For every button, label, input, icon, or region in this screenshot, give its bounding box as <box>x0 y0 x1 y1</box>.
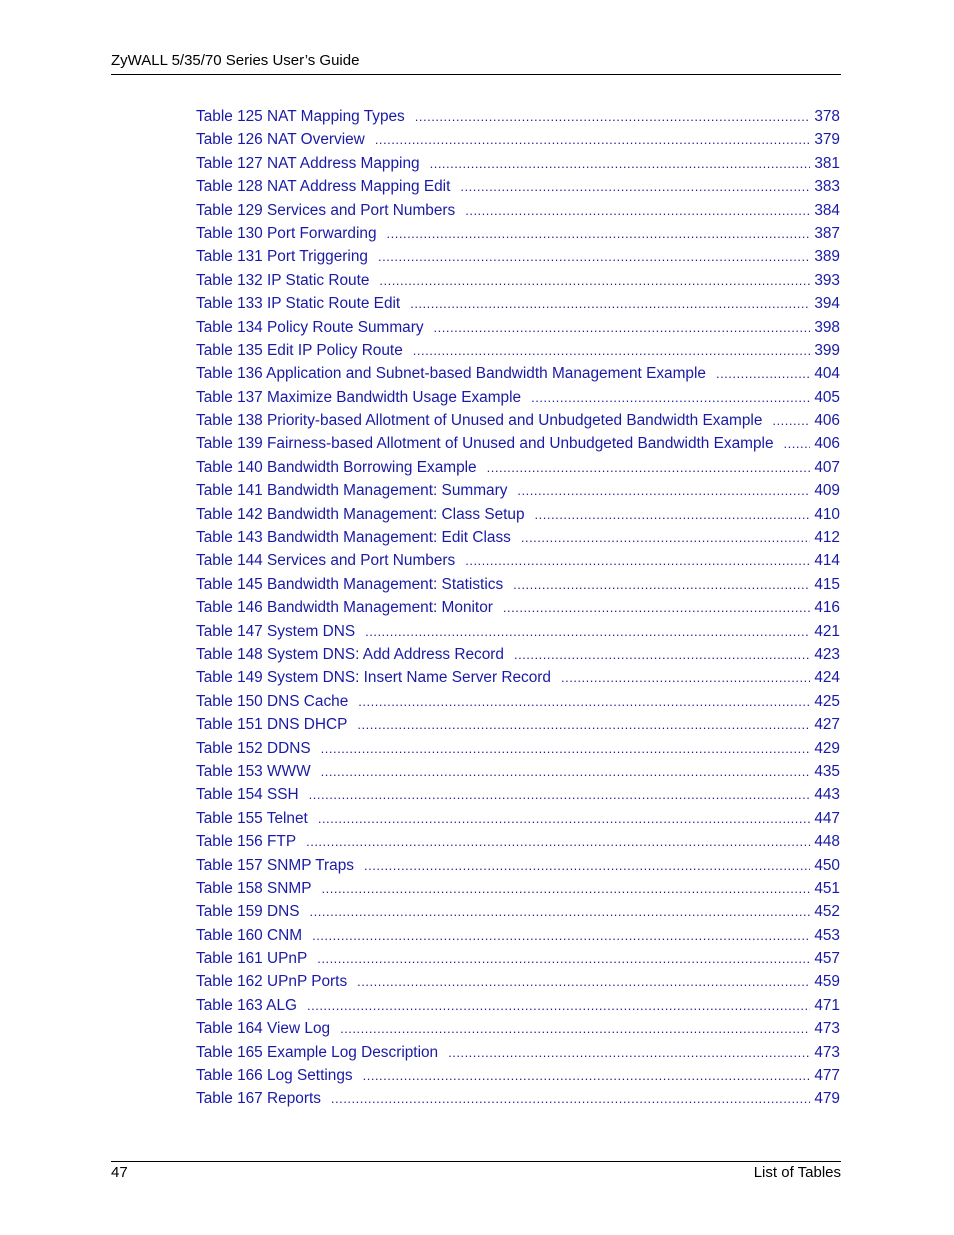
toc-entry-page[interactable]: 398 <box>814 318 840 336</box>
toc-entry-page[interactable]: 394 <box>814 295 840 313</box>
toc-entry-title[interactable]: Table 148 System DNS: Add Address Record <box>196 645 504 663</box>
toc-entry-page[interactable]: 383 <box>814 178 840 196</box>
toc-entry[interactable] <box>196 900 840 923</box>
dot-leader <box>434 316 811 339</box>
toc-entry[interactable] <box>196 737 840 760</box>
toc-entry-page[interactable]: 424 <box>814 669 840 687</box>
toc-entry-title[interactable]: Table 128 NAT Address Mapping Edit <box>196 178 451 196</box>
toc-entry-page[interactable]: 384 <box>814 201 840 219</box>
dot-leader <box>357 970 810 993</box>
page-header <box>111 51 841 75</box>
toc-entry-title[interactable]: Table 163 ALG <box>196 996 297 1014</box>
toc-entry-title[interactable]: Table 146 Bandwidth Management: Monitor <box>196 599 493 617</box>
toc-entry-title[interactable]: Table 138 Priority-based Allotment of Unused and Unbudgeted Bandwidth Example <box>196 412 763 430</box>
dot-leader <box>531 386 810 409</box>
toc-entry-title[interactable]: Table 144 Services and Port Numbers <box>196 552 456 570</box>
toc-entry[interactable] <box>196 292 840 315</box>
dot-leader <box>310 900 811 923</box>
toc-entry-title[interactable]: Table 134 Policy Route Summary <box>196 318 424 336</box>
toc-entry[interactable] <box>196 175 840 198</box>
dot-leader <box>716 362 810 385</box>
dot-leader <box>357 713 810 736</box>
toc-entry-title[interactable]: Table 143 Bandwidth Management: Edit Class <box>196 529 511 547</box>
toc-entry-page[interactable]: 407 <box>814 458 840 476</box>
toc-entry-title[interactable]: Table 140 Bandwidth Borrowing Example <box>196 458 477 476</box>
toc-entry-page[interactable]: 435 <box>814 762 840 780</box>
toc-entry-title[interactable]: Table 130 Port Forwarding <box>196 224 377 242</box>
dot-leader <box>307 994 810 1017</box>
toc-entry[interactable] <box>196 947 840 970</box>
toc-entry[interactable] <box>196 456 840 479</box>
dot-leader <box>309 783 811 806</box>
toc-entry[interactable] <box>196 362 840 385</box>
toc-entry-page[interactable]: 409 <box>814 482 840 500</box>
toc-entry[interactable] <box>196 199 840 222</box>
toc-entry-title[interactable]: Table 165 Example Log Description <box>196 1043 439 1061</box>
toc-entry-page[interactable]: 405 <box>814 388 840 406</box>
toc-entry[interactable] <box>196 830 840 853</box>
dot-leader <box>460 175 810 198</box>
toc-entry-title[interactable]: Table 159 DNS <box>196 903 300 921</box>
document-title: ZyWALL 5/35/70 Series User’s Guide <box>111 52 360 69</box>
toc-entry[interactable] <box>196 1017 840 1040</box>
toc-entry-page[interactable]: 451 <box>814 879 840 897</box>
dot-leader <box>331 1087 810 1110</box>
dot-leader <box>413 339 811 362</box>
toc-entry[interactable] <box>196 222 840 245</box>
toc-entry[interactable] <box>196 713 840 736</box>
toc-entry-title[interactable]: Table 166 Log Settings <box>196 1067 353 1085</box>
dot-leader <box>535 503 811 526</box>
dot-leader <box>503 596 810 619</box>
toc-entry-title[interactable]: Table 136 Application and Subnet-based Bandwidth Management Example <box>196 365 706 383</box>
toc-entry[interactable] <box>196 690 840 713</box>
toc-entry-page[interactable]: 412 <box>814 529 840 547</box>
dot-leader <box>415 105 811 128</box>
toc-entry[interactable] <box>196 549 840 572</box>
dot-leader <box>513 573 810 596</box>
dot-leader <box>321 760 811 783</box>
dot-leader <box>317 947 810 970</box>
toc-entry-page[interactable]: 393 <box>814 271 840 289</box>
dot-leader <box>772 409 810 432</box>
toc-entry-title[interactable]: Table 161 UPnP <box>196 950 308 968</box>
toc-entry-title[interactable]: Table 167 Reports <box>196 1090 321 1108</box>
list-of-tables <box>196 105 840 1111</box>
toc-entry-page[interactable]: 447 <box>814 809 840 827</box>
toc-entry-page[interactable]: 423 <box>814 645 840 663</box>
dot-leader <box>322 877 811 900</box>
toc-entry-title[interactable]: Table 126 NAT Overview <box>196 131 365 149</box>
toc-entry-page[interactable]: 429 <box>814 739 840 757</box>
dot-leader <box>318 807 810 830</box>
dot-leader <box>514 643 810 666</box>
toc-entry[interactable] <box>196 970 840 993</box>
toc-entry-page[interactable]: 389 <box>814 248 840 266</box>
toc-entry-title[interactable]: Table 145 Bandwidth Management: Statistics <box>196 575 504 593</box>
toc-entry[interactable] <box>196 877 840 900</box>
toc-entry-page[interactable]: 459 <box>814 973 840 991</box>
toc-entry[interactable] <box>196 409 840 432</box>
toc-entry[interactable] <box>196 479 840 502</box>
toc-entry-page[interactable]: 477 <box>814 1067 840 1085</box>
toc-entry-page[interactable]: 471 <box>814 996 840 1014</box>
toc-entry[interactable] <box>196 245 840 268</box>
toc-entry[interactable] <box>196 666 840 689</box>
toc-entry-page[interactable]: 406 <box>814 435 840 453</box>
dot-leader <box>521 526 810 549</box>
toc-entry-title[interactable]: Table 127 NAT Address Mapping <box>196 154 420 172</box>
toc-entry-page[interactable]: 479 <box>814 1090 840 1108</box>
toc-entry-page[interactable]: 450 <box>814 856 840 874</box>
dot-leader <box>784 432 811 455</box>
toc-entry-page[interactable]: 414 <box>814 552 840 570</box>
toc-entry-title[interactable]: Table 131 Port Triggering <box>196 248 368 266</box>
toc-entry-page[interactable]: 457 <box>814 950 840 968</box>
dot-leader <box>430 152 811 175</box>
toc-entry-title[interactable]: Table 125 NAT Mapping Types <box>196 108 405 125</box>
toc-entry[interactable] <box>196 526 840 549</box>
toc-entry[interactable] <box>196 620 840 643</box>
dot-leader <box>378 245 810 268</box>
dot-leader <box>375 128 811 151</box>
dot-leader <box>306 830 810 853</box>
toc-entry-page[interactable]: 452 <box>814 903 840 921</box>
toc-entry-page[interactable]: 473 <box>814 1020 840 1038</box>
toc-entry[interactable] <box>196 1087 840 1110</box>
toc-entry[interactable] <box>196 339 840 362</box>
toc-entry-title[interactable]: Table 153 WWW <box>196 762 311 780</box>
toc-entry-title[interactable]: Table 151 DNS DHCP <box>196 716 348 734</box>
toc-entry-page[interactable]: 406 <box>814 412 840 430</box>
toc-entry-title[interactable]: Table 160 CNM <box>196 926 303 944</box>
toc-entry-page[interactable]: 427 <box>814 716 840 734</box>
toc-entry-page[interactable]: 381 <box>814 154 840 172</box>
toc-entry[interactable] <box>196 432 840 455</box>
toc-entry[interactable] <box>196 503 840 526</box>
toc-entry-title[interactable]: Table 132 IP Static Route <box>196 271 370 289</box>
dot-leader <box>340 1017 810 1040</box>
toc-entry[interactable] <box>196 994 840 1017</box>
dot-leader <box>517 479 810 502</box>
toc-entry[interactable] <box>196 269 840 292</box>
toc-entry-page[interactable]: 473 <box>814 1043 840 1061</box>
toc-entry-page[interactable]: 425 <box>814 692 840 710</box>
page-footer <box>111 1161 841 1182</box>
toc-entry[interactable] <box>196 807 840 830</box>
toc-entry-page[interactable]: 448 <box>814 833 840 851</box>
dot-leader <box>365 620 810 643</box>
toc-entry-page[interactable]: 379 <box>814 131 840 149</box>
dot-leader <box>363 1064 811 1087</box>
toc-entry[interactable] <box>196 783 840 806</box>
toc-entry-page[interactable]: 387 <box>814 224 840 242</box>
toc-entry[interactable] <box>196 573 840 596</box>
toc-entry-page[interactable]: 453 <box>814 926 840 944</box>
toc-entry-title[interactable]: Table 156 FTP <box>196 833 297 851</box>
dot-leader <box>387 222 811 245</box>
dot-leader <box>364 854 810 877</box>
toc-entry-page[interactable]: 421 <box>814 622 840 640</box>
dot-leader <box>448 1041 810 1064</box>
toc-entry-page[interactable]: 410 <box>814 505 840 523</box>
toc-entry-title[interactable]: Table 158 SNMP <box>196 879 312 897</box>
toc-entry[interactable] <box>196 760 840 783</box>
toc-entry-title[interactable]: Table 147 System DNS <box>196 622 356 640</box>
dot-leader <box>312 924 810 947</box>
dot-leader <box>358 690 810 713</box>
toc-entry-page[interactable]: 415 <box>814 575 840 593</box>
toc-entry-title[interactable]: Table 155 Telnet <box>196 809 308 827</box>
toc-entry[interactable] <box>196 1041 840 1064</box>
dot-leader <box>379 269 810 292</box>
toc-entry[interactable] <box>196 1064 840 1087</box>
toc-entry-page[interactable]: 378 <box>814 108 840 125</box>
toc-entry-title[interactable]: Table 133 IP Static Route Edit <box>196 295 401 313</box>
dot-leader <box>487 456 811 479</box>
toc-entry[interactable] <box>196 316 840 339</box>
toc-entry[interactable] <box>196 386 840 409</box>
toc-entry[interactable] <box>196 924 840 947</box>
toc-entry-title[interactable]: Table 149 System DNS: Insert Name Server Record <box>196 669 551 687</box>
toc-entry-title[interactable]: Table 135 Edit IP Policy Route <box>196 341 403 359</box>
toc-entry[interactable] <box>196 128 840 151</box>
toc-entry-title[interactable]: Table 137 Maximize Bandwidth Usage Example <box>196 388 522 406</box>
dot-leader <box>465 199 810 222</box>
toc-entry-title[interactable]: Table 157 SNMP Traps <box>196 856 354 874</box>
toc-entry-title[interactable]: Table 141 Bandwidth Management: Summary <box>196 482 508 500</box>
toc-entry-title[interactable]: Table 154 SSH <box>196 786 299 804</box>
toc-entry-page[interactable]: 404 <box>814 365 840 383</box>
toc-entry-title[interactable]: Table 152 DDNS <box>196 739 311 757</box>
toc-entry-page[interactable]: 416 <box>814 599 840 617</box>
dot-leader <box>465 549 810 572</box>
dot-leader <box>410 292 810 315</box>
page-number: 47 <box>111 1164 128 1181</box>
toc-entry[interactable] <box>196 105 840 128</box>
toc-entry-title[interactable]: Table 164 View Log <box>196 1020 331 1038</box>
dot-leader <box>321 737 811 760</box>
toc-entry[interactable] <box>196 643 840 666</box>
toc-entry-title[interactable]: Table 139 Fairness-based Allotment of Unused and Unbudgeted Bandwidth Example <box>196 435 774 453</box>
toc-entry[interactable] <box>196 596 840 619</box>
toc-entry-title[interactable]: Table 162 UPnP Ports <box>196 973 348 991</box>
toc-entry[interactable] <box>196 854 840 877</box>
dot-leader <box>561 666 810 689</box>
toc-entry-title[interactable]: Table 142 Bandwidth Management: Class Setup <box>196 505 525 523</box>
toc-entry-page[interactable]: 443 <box>814 786 840 804</box>
toc-entry-title[interactable]: Table 150 DNS Cache <box>196 692 349 710</box>
toc-entry-page[interactable]: 399 <box>814 341 840 359</box>
toc-entry[interactable] <box>196 152 840 175</box>
section-name: List of Tables <box>753 1164 841 1181</box>
toc-entry-title[interactable]: Table 129 Services and Port Numbers <box>196 201 456 219</box>
